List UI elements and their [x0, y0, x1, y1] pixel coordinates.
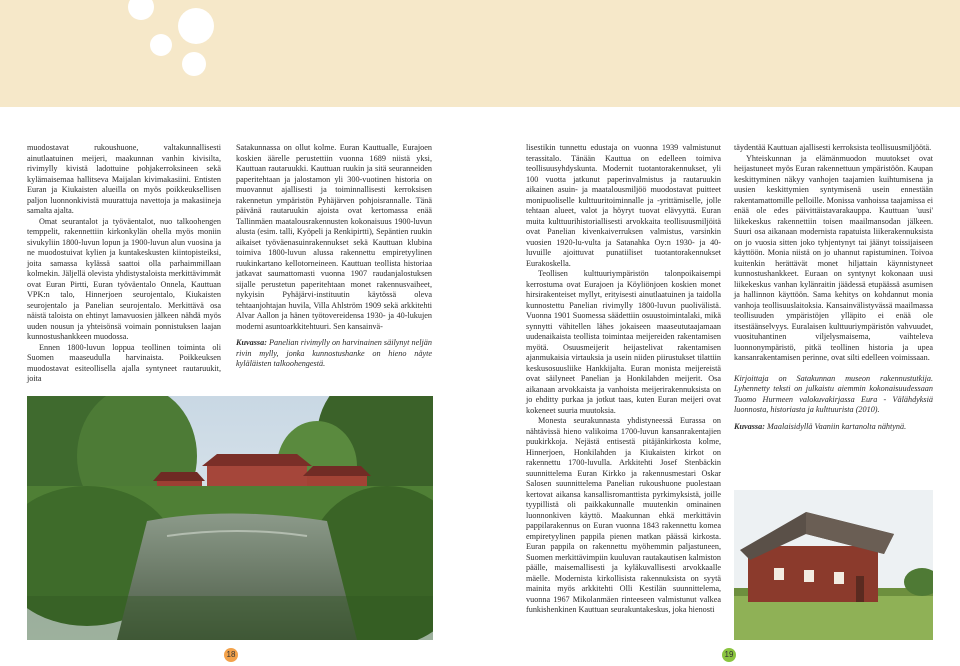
paragraph: täydentää Kauttuan ajallisesti kerroksista teollisuusmiljöötä.	[734, 143, 932, 152]
decorative-circle	[128, 0, 154, 20]
paragraph: Ennen 1800-luvun loppua teollinen toiminta oli Suomen maaseudulla harvinaista. Poikkeuksen muodostavat esiteollisella ajalla syntyneet rautaruukit, joita	[27, 342, 221, 383]
paragraph: Teollisen kulttuuriympäristön talonpoikaisempi kerrostuma ovat Eurajoen ja Köyliönjoen koskien monet hirsirakenteiset myllyt, erityisesti ainutlaatuinen ja taidolla kunnostettu Panelian rivimylly 1800-luvun puolivälistä. Vuonna 1901 Suomessa säädettiin osuustoimintalaki, mikä synnytti vähitellen lähes jokaiseen maaseututaajamaan uudenaikaista teollista toimintaa meijereiden rakentamisen myötä. Osuusmeijerit heijastelivat rakentamisen ajanmukaisia virtauksia ja usein niiden piirustukset tilattiin keskusosuusliike Hankkijalta. Euran monista meijereistä ovat säilyneet Panelian ja Honkilahden meijerit. Osa aikanaan arvokkaista ja vanhoista meijerirakennuksista on jo ehditty purkaa ja jotkut taas, kuten Euran meijeri ovat kokeneet suuria muutoksia.	[526, 269, 721, 415]
page-number: 19	[722, 648, 736, 662]
paragraph: muodostavat rukoushuone, valtakunnallisesti ainutlaatuinen meijeri, maakunnan vanhin kivisilta, rivimylly kivistä ladottuine pohjakerroksineen sekä kylämaisemaa hallitseva Maijalan kivimakasiini. Entisten Euran ja Kiukaisten alueilla on myös poikkeuksellisen paljon luonnonkivistä muurattuja navettoja ja makasiineja samalta ajalta.	[27, 143, 221, 215]
farm-building-photo	[734, 490, 933, 640]
right-page-column-2	[734, 143, 933, 432]
decorative-header-band	[0, 0, 960, 107]
paragraph: Yhteiskunnan ja elämänmuodon muutokset ovat heijastuneet myös Euran rakennettuun ympäristöön. Kaupan keskittyminen näkyy vanhojen taajamien kuihtumisena ja uusien keskittymien syntymisenä usein ennestään rakentamattomille pelloille. Monissa vanhoissa taajamissa ei enää ole edes päivittäistavarakauppa. Kauttuan 'uusi' liikekeskus rakennettiin toisen maailmansodan jälkeen. Suuri osa aikanaan modernista rapatuista liikerakennuksista on jo vuosia sitten joko tyhjentynyt tai jäänyt toissijaiseen käyttöön. Monia niistä on jo uhannut rapistuminen. Toivoa kuitenkin herättävät monet hiljattain käynnistyneet kunnostushankkeet. Euraan on syntynyt kokonaan uusi liikekeskus vanhan kylänraitin jäädessä etupäässä asumisen ja hallinnon käyttöön. Sama kehitys on kohdannut monia vanhoja teollisuuslaitoksia. Kansainvälistyvässä maailmassa teollisuuden ympäristöjen ylläpito ei enää ole itsestäänselvyys. Euralaisen kulttuuriympäristön vahvuudet, vuosituhantinen viljelysmaisema, vaihteleva luonnonympäristö, pitkä teollinen historia ja upea kansanrakentamisen perinne, ovat silti edelleen voimissaan.	[734, 153, 933, 362]
decorative-circle	[150, 34, 172, 56]
photo-caption: Panelian rivimylly on harvinainen säilynyt neljän rivin mylly, jonka kunnostushanke on hieno näyte kyläläisten talkoohengestä.	[236, 338, 432, 368]
paragraph: Satakunnassa on ollut kolme. Euran Kauttualle, Eurajoen koskien äärelle perustettiin vuonna 1689 niistä yksi, Kauttuan rautaruukki. Kauttuan ruukin ja sitä seuranneiden paperitehtaan ja jalostamon yli 300-vuotinen historia on muovannut ajallisesti ja toiminnallisesti kerroksisen rakennetun ympäristön Pyhäjärven pohjoisrannalle. Tänä päivänä rautaruukin ajoista ovat kertomassa enää Tallinmäen maatalousrakennusten kokonaisuus 1900-luvun alusta (esim. talli, Kyöpeli ja Renkipirtti), Sepäntien ruukin aikaiset työväenasuinrakennukset sekä Kauttuan klubina toimiva 1800-luvun alussa rakennettu empiretyylinen ruukinkartano kellotorneineen. Kauttuan teollista historiaa jatkavat saumattomasti vuonna 1907 raudanjalostuksen sijalle perustetun paperitehtaan monet rakennusvaiheet, nykyisin Pyhäjärvi-instituutin käytössä oleva tehtaanjohtajan huvila, Villa Ahlström 1909 sekä arkkitehti Alvar Aallon ja hänen työtovereidensa 1930- ja 40-lukujen moderni asuntoarkkitehtuuri. Sen kansainvä-	[236, 143, 432, 331]
right-page-column-1	[526, 143, 721, 616]
paragraph: lisestikin tunnettu edustaja on vuonna 1939 valmistunut terassitalo. Tänään Kauttua on edelleen toimiva teollisuusyhdyskunta. Modernit tuotantorakennukset, yli 100 vuotta jatkunut paperinvalmistus ja rautaruukin aikainen asuin- ja maatalousmiljöö muodostavat puitteet monipuoliselle kulttuuritoiminnalle ja -yrittämiselle, jolle tehtaan alueet, valot ja höyryt tuovat elävyyttä. Euran muita kulttuurihistoriallisesti arvokkaita teollisuusmiljöitä ovat Panelian kivenkaiverruksen valmistus, varsinkin vuosien 1920-lu-vulta ja Satanahka Oy:n 1930- ja 40-luvuille ajoittuvat punatiiliset tuotantorakennukset Eurakoskella.	[526, 143, 721, 268]
paragraph: Monesta seurakunnasta yhdistyneessä Eurassa on nähtävissä hieno valikoima 1700-luvun kansanrakentajien puukirkkoja. Nejästä entisestä pitäjänkirkosta kolme, Hinnerjoen, Honkilahden ja Kiukaisten kirkot on rakennettu 1700-luvulla. Arkkitehti Josef Stenbäckin suunnittelema Euran Kirkko ja rakennusmestari Oskar Salosen suunnittelema Panelian rukoushuone puolestaan kertovat aikansa kansallisromanttista pyrkimyksistä, joille tyypillistä oli paikkakunnalle muutenkin ominainen luonnonkiven käyttö. Maakunnan ehkä merkittävin pappilarakennus on Euran vuonna 1843 rakennettu komea empiretyylinen pappila pienen matkan päässä kirkosta. Euran pappila on rakennettu myöhemmin paljastuneen, Suomen merkittävimpiin kuuluvan rautakautisen kalmiston päälle, maisemallisesti ja kyläkuvallisesti arvokkaalle mäelle. Modernista kirkollisista rakennuksista on syytä mainita myös arkkitehti Olli Kestilän suunnittelema, vuonna 1967 Mikolanmäen rinteeseen valmistunut valkea funkishenkinen Kauttuan seurakuntakeskus, joka hienosti	[526, 416, 721, 614]
caption-label: Kuvassa:	[734, 421, 765, 431]
decorative-circle	[182, 52, 206, 76]
mill-river-photo	[27, 396, 433, 640]
decorative-circle	[178, 8, 214, 44]
photo-caption: Maalaisidyllä Vaaniin kartanolta nähtynä.	[764, 421, 907, 431]
left-page-column-2	[236, 143, 432, 370]
paragraph: Omat seurantalot ja työväentalot, nuo talkoohengen temppelit, rakennettiin kirkonkylän ohella myös moniin sivukyliin 1800-luvun lopun ja 1900-luvun alun vuosina ja ne muodostuivat kylien ja kuntakeskusten kiintopisteiksi, joita samassa kylässä saattoi olla parhaimmillaan kolmekin. Jäljellä olevista yhdistystaloista merkittävimmät ovat Euran Pirtti, Euran työväentalo Onnela, Kauttuan VPK:n talo, Hinnerjoen seurojentalo, Kiukaisten seurojentalo ja Panelian seurojentalo. Merkittävä osa näistä taloista on ehtinyt lamavuosien jälkeen nähdä myös uuden nousun ja yhteisönsä voimain ponnistuksen laajan kunnostushankkeen muodossa.	[27, 216, 221, 341]
author-credit: Kirjoittaja on Satakunnan museon rakennustutkija. Lyhennetty teksti on julkaistu aiemmin kokonaisuudessaan Tuomo Hurmeen valokuvakirjassa Eura - Välähdyksiä luonnosta, historiasta ja kulttuurista (2010).	[734, 373, 933, 414]
page-number: 18	[224, 648, 238, 662]
left-page-column-1	[27, 143, 221, 385]
caption-label: Kuvassa:	[236, 338, 267, 347]
